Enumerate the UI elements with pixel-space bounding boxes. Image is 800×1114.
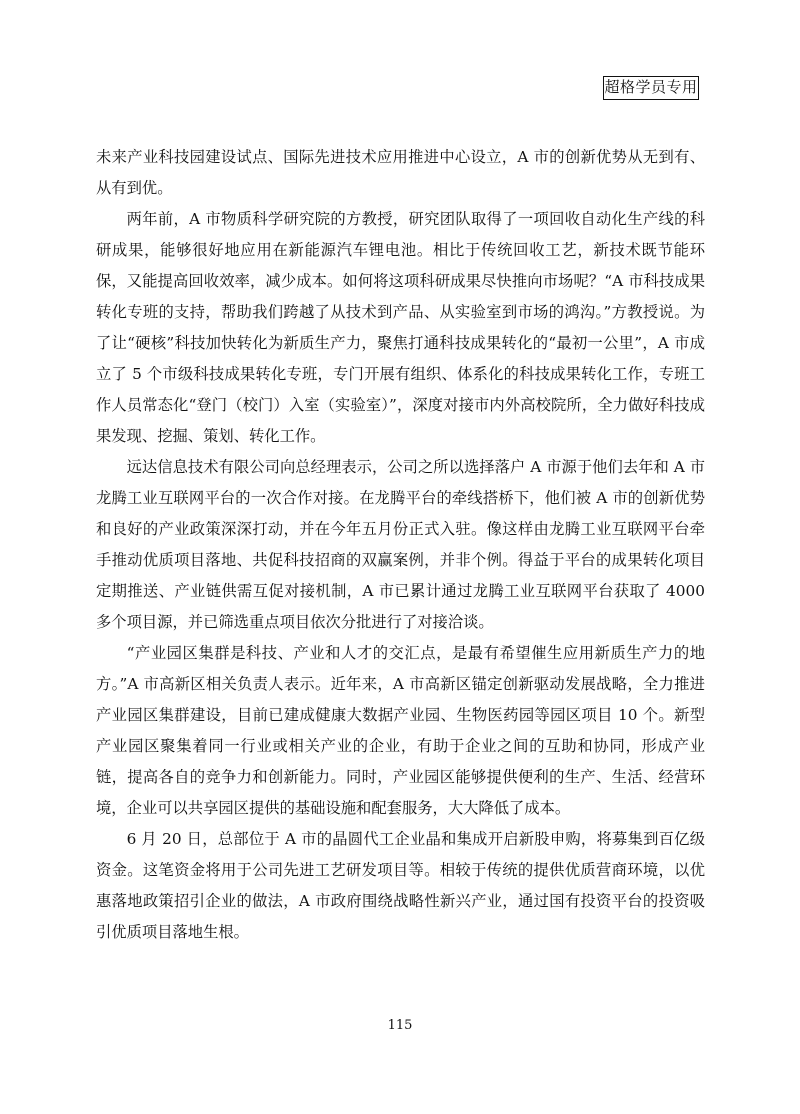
page-number: 115: [387, 1018, 413, 1033]
paragraph-2: 两年前，A 市物质科学研究院的方教授，研究团队取得了一项回收自动化生产线的科研成果，能够很好地应用在新能源汽车锂电池。相比于传统回收工艺，新技术既节能环保，又能提高回收效率，减少成本。如何将这项科研成果尽快推向市场呢？“A 市科技成果转化专班的支持，帮助我们跨越了从技术到产品、从实验室到市场的鸿沟。”方教授说。为了让“硬核”科技加快转化为新质生产力，聚焦打通科技成果转化的“最初一公里”，A 市成立了 5 个市级科技成果转化专班，专门开展有组织、体系化的科技成果转化工作，专班工作人员常态化“登门（校门）入室（实验室）”，深度对接市内外高校院所，全力做好科技成果发现、挖掘、策划、转化工作。: [96, 210, 705, 445]
paragraph-3: 远达信息技术有限公司向总经理表示，公司之所以选择落户 A 市源于他们去年和 A 市龙腾工业互联网平台的一次合作对接。在龙腾平台的牵线搭桥下，他们被 A 市的创新优势和良好的产业政策深深打动，并在今年五月份正式入驻。像这样由龙腾工业互联网平台牵手推动优质项目落地、共促科技招商的双赢案例，并非个例。得益于平台的成果转化项目定期推送、产业链供需互促对接机制，A 市已累计通过龙腾工业互联网平台获取了 4000 多个项目源，并已筛选重点项目依次分批进行了对接洽谈。: [96, 458, 705, 631]
exclusive-use-label: 超格学员专用: [603, 76, 699, 100]
paragraph-1: 未来产业科技园建设试点、国际先进技术应用推进中心设立，A 市的创新优势从无到有、从有到优。: [96, 148, 705, 197]
paragraph-4: “产业园区集群是科技、产业和人才的交汇点，是最有希望催生应用新质生产力的地方。”A 市高新区相关负责人表示。近年来，A 市高新区锚定创新驱动发展战略，全力推进产业园区集群建设，目前已建成健康大数据产业园、生物医药园等园区项目 10 个。新型产业园区聚集着同一行业或相关产业的企业，有助于企业之间的互助和协同，形成产业链，提高各自的竞争力和创新能力。同时，产业园区能够提供便利的生产、生活、经营环境，企业可以共享园区提供的基础设施和配套服务，大大降低了成本。: [96, 644, 705, 817]
paragraph-5: 6 月 20 日，总部位于 A 市的晶圆代工企业晶和集成开启新股申购，将募集到百亿级资金。这笔资金将用于公司先进工艺研发项目等。相较于传统的提供优质营商环境，以优惠落地政策招引企业的做法，A 市政府围绕战略性新兴产业，通过国有投资平台的投资吸引优质项目落地生根。: [96, 830, 705, 941]
article-body: [96, 142, 705, 948]
